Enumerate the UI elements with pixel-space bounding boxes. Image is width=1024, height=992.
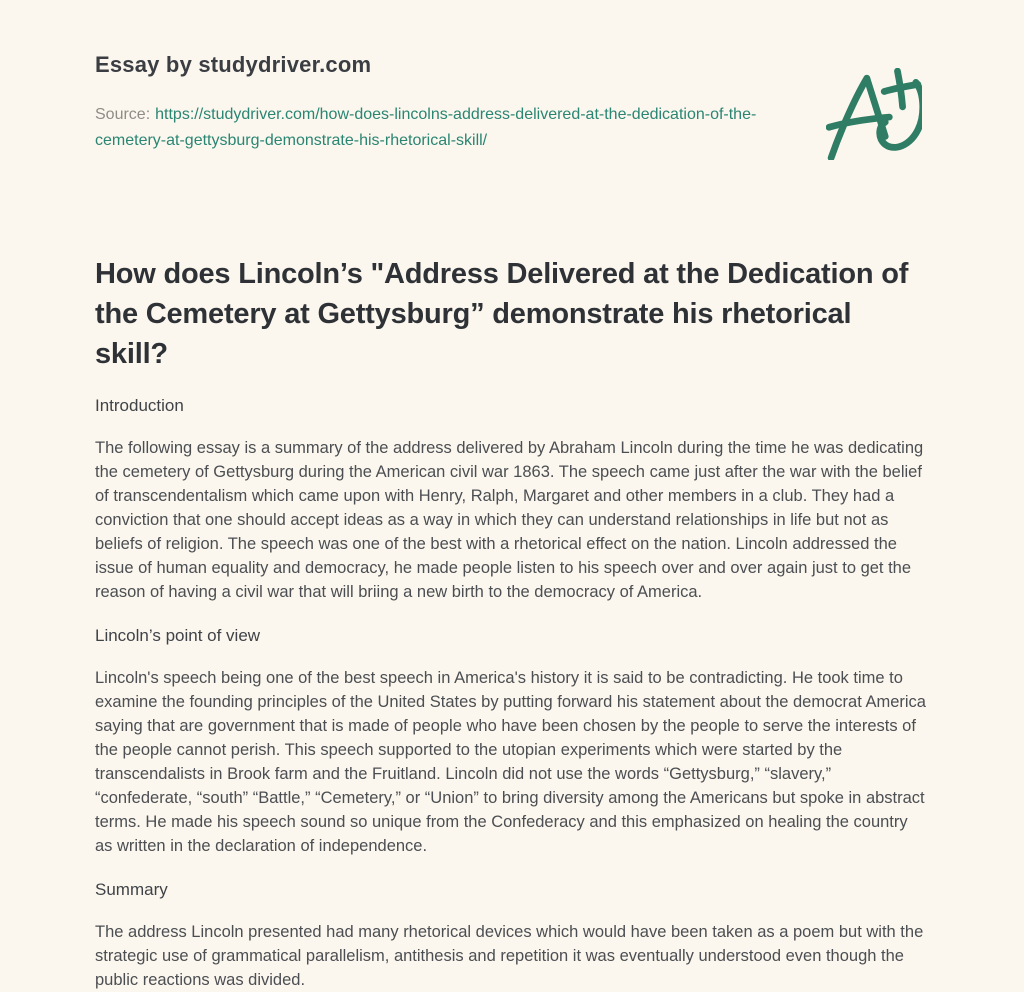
logo-plus-horizontal-stroke bbox=[884, 84, 918, 91]
section-introduction bbox=[95, 395, 929, 604]
source-label: Source: bbox=[95, 106, 151, 123]
paragraph-lincolns-point-of-view: Lincoln's speech being one of the best speech in America's history it is said to be contradicting. He took time to examine the founding principles of the United States by putting forward his statement about the democrat America saying that are government that is made of people who have been chosen by the people to serve the interests of the people cannot perish. This speech supported to the utopian experiments which were started by the transcendalists in Brook farm and the Fruitland. Lincoln did not use the words “Gettysburg,” “slavery,” “confederate, “south” “Battle,” “Cemetery,” or “Union” to bring diversity among the Americans but spoke in abstract terms. He made his speech sound so unique from the Confederacy and this emphasized on healing the country as written in the declaration of independence. bbox=[95, 669, 926, 855]
section-heading-lincolns-point-of-view: Lincoln’s point of view bbox=[95, 626, 261, 645]
paragraph-introduction: The following essay is a summary of the address delivered by Abraham Lincoln during the time he was dedicating the cemetery of Gettysburg during the American civil war 1863. The speech came just after the war with the belief of transcendentalism which came upon with Henry, Ralph, Margaret and other members in a club. They had a conviction that one should accept ideas as a way in which they can understand relationships in life but not as beliefs of religion. The speech was one of the best with a rhetorical effect on the nation. Lincoln addressed the issue of human equality and democracy, he made people listen to his speech over and over again just to get the reason of having a civil war that will briing a new birth to the democracy of America. bbox=[95, 439, 924, 601]
paragraph-summary: The address Lincoln presented had many rhetorical devices which would have been taken as a poem but with the strategic use of grammatical parallelism, antithesis and repetition it was eventually understood even though the public reactions was divided. bbox=[95, 923, 924, 989]
section-summary bbox=[95, 879, 929, 992]
section-lincolns-point-of-view bbox=[95, 625, 929, 858]
source-link[interactable]: https://studydriver.com/how-does-lincolns-address-delivered-at-the-dedication-of-the-cemetery-at-gettysburg-demonstrate-his-rhetorical-skill/ bbox=[95, 106, 757, 149]
section-heading-summary: Summary bbox=[95, 880, 168, 899]
essay-title: How does Lincoln’s "Address Delivered at the Dedication of the Cemetery at Gettysburg” demonstrate his rhetorical skill? bbox=[95, 258, 909, 370]
header-text-block bbox=[95, 52, 760, 154]
page-title: Essay by studydriver.com bbox=[95, 52, 372, 77]
source-line bbox=[95, 102, 760, 154]
section-heading-introduction: Introduction bbox=[95, 396, 184, 415]
studydriver-a-plus-logo-icon bbox=[826, 68, 922, 160]
document-header bbox=[95, 52, 929, 154]
